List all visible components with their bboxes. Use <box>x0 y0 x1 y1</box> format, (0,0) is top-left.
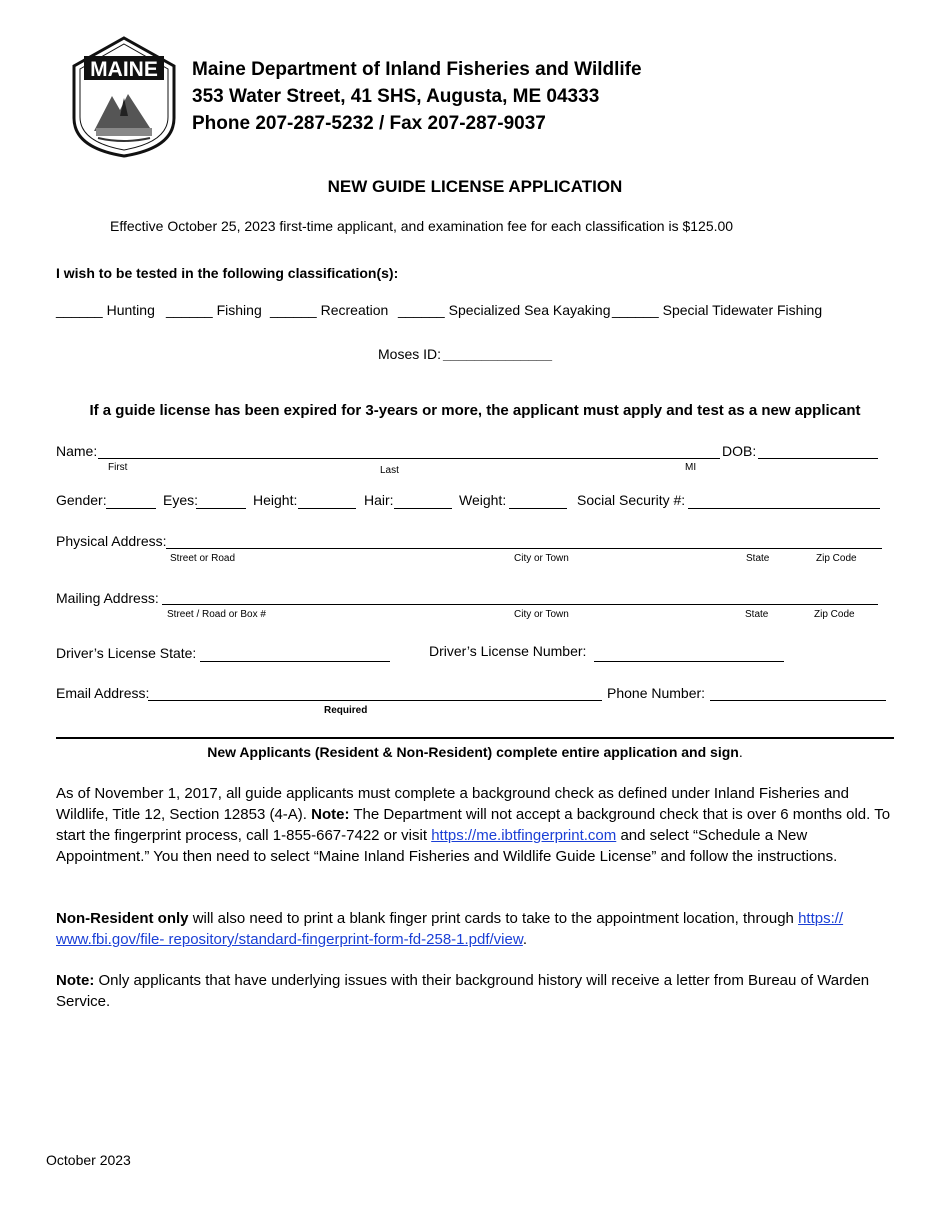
weight-label: Weight: <box>459 492 507 508</box>
gender-label: Gender: <box>56 492 107 508</box>
mailing-address-label: Mailing Address: <box>56 590 159 606</box>
dob-input[interactable] <box>758 458 878 459</box>
classification-hunting[interactable]: ______ Hunting <box>56 302 155 318</box>
phone-input[interactable] <box>710 700 886 701</box>
classifications-heading: I wish to be tested in the following classification(s): <box>56 265 399 281</box>
classification-fishing[interactable]: ______ Fishing <box>166 302 262 318</box>
new-applicants-note: New Applicants (Resident & Non-Resident) complete entire application and sign. <box>207 744 743 760</box>
zip-caption: Zip Code <box>816 553 857 564</box>
ifw-shield-icon <box>70 36 178 158</box>
fbi-fingerprint-form-link[interactable]: https:// www.fbi.gov/file- repository/standard-fingerprint-form-fd-258-1.pdf/view <box>56 910 844 948</box>
dob-label: DOB: <box>722 443 757 459</box>
org-phone-fax: Phone 207-287-5232 / Fax 207-287-9037 <box>192 113 546 134</box>
eyes-input[interactable] <box>196 508 246 509</box>
footer-date: October 2023 <box>46 1152 131 1168</box>
hair-input[interactable] <box>394 508 452 509</box>
dl-state-label: Driver’s License State: <box>56 645 197 661</box>
mailing-zip-caption: Zip Code <box>814 609 855 620</box>
height-input[interactable] <box>298 508 356 509</box>
ibt-fingerprint-link[interactable]: https://me.ibtfingerprint.com <box>431 827 617 844</box>
org-name: Maine Department of Inland Fisheries and Wildlife <box>192 59 642 80</box>
moses-id-label: Moses ID: <box>378 346 442 362</box>
physical-address-input[interactable] <box>166 548 882 549</box>
mailing-address-input[interactable] <box>162 604 878 605</box>
phone-label: Phone Number: <box>607 685 706 701</box>
svg-text:MAINE: MAINE <box>90 58 158 81</box>
ssn-input[interactable] <box>688 508 880 509</box>
dl-state-input[interactable] <box>200 661 390 662</box>
last-caption: Last <box>380 465 399 476</box>
mailing-street-caption: Street / Road or Box # <box>167 609 266 620</box>
page-title: NEW GUIDE LICENSE APPLICATION <box>327 177 623 196</box>
background-check-paragraph: As of November 1, 2017, all guide applicants must complete a background check as defined under Inland Fisheries and Wildlife, Title 12, Section 12853 (4-A). Note: The Department will not accept a background check that is over 6 months old. To start the fingerprint process, call 1-855-667-7422 or visit https://me.ibtfingerprint.com and select “Schedule a New Appointment.” You then need to select “Maine Inland Fisheries and Wildlife Guide License” and follow the instructions. <box>56 785 891 865</box>
dl-number-label: Driver’s License Number: <box>429 643 587 659</box>
height-label: Height: <box>253 492 298 508</box>
mi-caption: MI <box>685 462 697 473</box>
ssn-label: Social Security #: <box>577 492 686 508</box>
mailing-city-caption: City or Town <box>514 609 569 620</box>
state-caption: State <box>746 553 770 564</box>
name-label: Name: <box>56 443 98 459</box>
weight-input[interactable] <box>509 508 567 509</box>
classification-sea-kayaking[interactable]: ______ Specialized Sea Kayaking <box>398 302 611 318</box>
section-divider <box>56 737 894 739</box>
name-input[interactable] <box>98 458 720 459</box>
hair-label: Hair: <box>364 492 394 508</box>
required-caption: Required <box>324 705 368 716</box>
fee-note: Effective October 25, 2023 first-time applicant, and examination fee for each classification is $125.00 <box>110 218 734 234</box>
eyes-label: Eyes: <box>163 492 199 508</box>
first-caption: First <box>108 462 128 473</box>
classification-tidewater-fishing[interactable]: ______ Special Tidewater Fishing <box>612 302 823 318</box>
mailing-state-caption: State <box>745 609 769 620</box>
non-resident-paragraph: Non-Resident only will also need to print a blank finger print cards to take to the appointment location, through https:// www.fbi.gov/file- repository/standard-fingerprint-form-fd-258-1.pdf/view. <box>56 910 844 948</box>
city-caption: City or Town <box>514 553 569 564</box>
gender-input[interactable] <box>106 508 156 509</box>
classification-recreation[interactable]: ______ Recreation <box>270 302 389 318</box>
physical-address-label: Physical Address: <box>56 533 167 549</box>
warden-note-paragraph: Note: Only applicants that have underlying issues with their background history will receive a letter from Bureau of Warden Service. <box>56 972 870 1010</box>
org-address: 353 Water Street, 41 SHS, Augusta, ME 04333 <box>192 86 600 107</box>
moses-id-field[interactable]: ______________ <box>443 346 553 362</box>
expired-license-note: If a guide license has been expired for 3-years or more, the applicant must apply and test as a new applicant <box>89 402 861 419</box>
dl-number-input[interactable] <box>594 661 784 662</box>
street-caption: Street or Road <box>170 553 236 564</box>
email-input[interactable] <box>148 700 602 701</box>
maine-ifw-logo <box>70 36 178 158</box>
email-label: Email Address: <box>56 685 150 701</box>
